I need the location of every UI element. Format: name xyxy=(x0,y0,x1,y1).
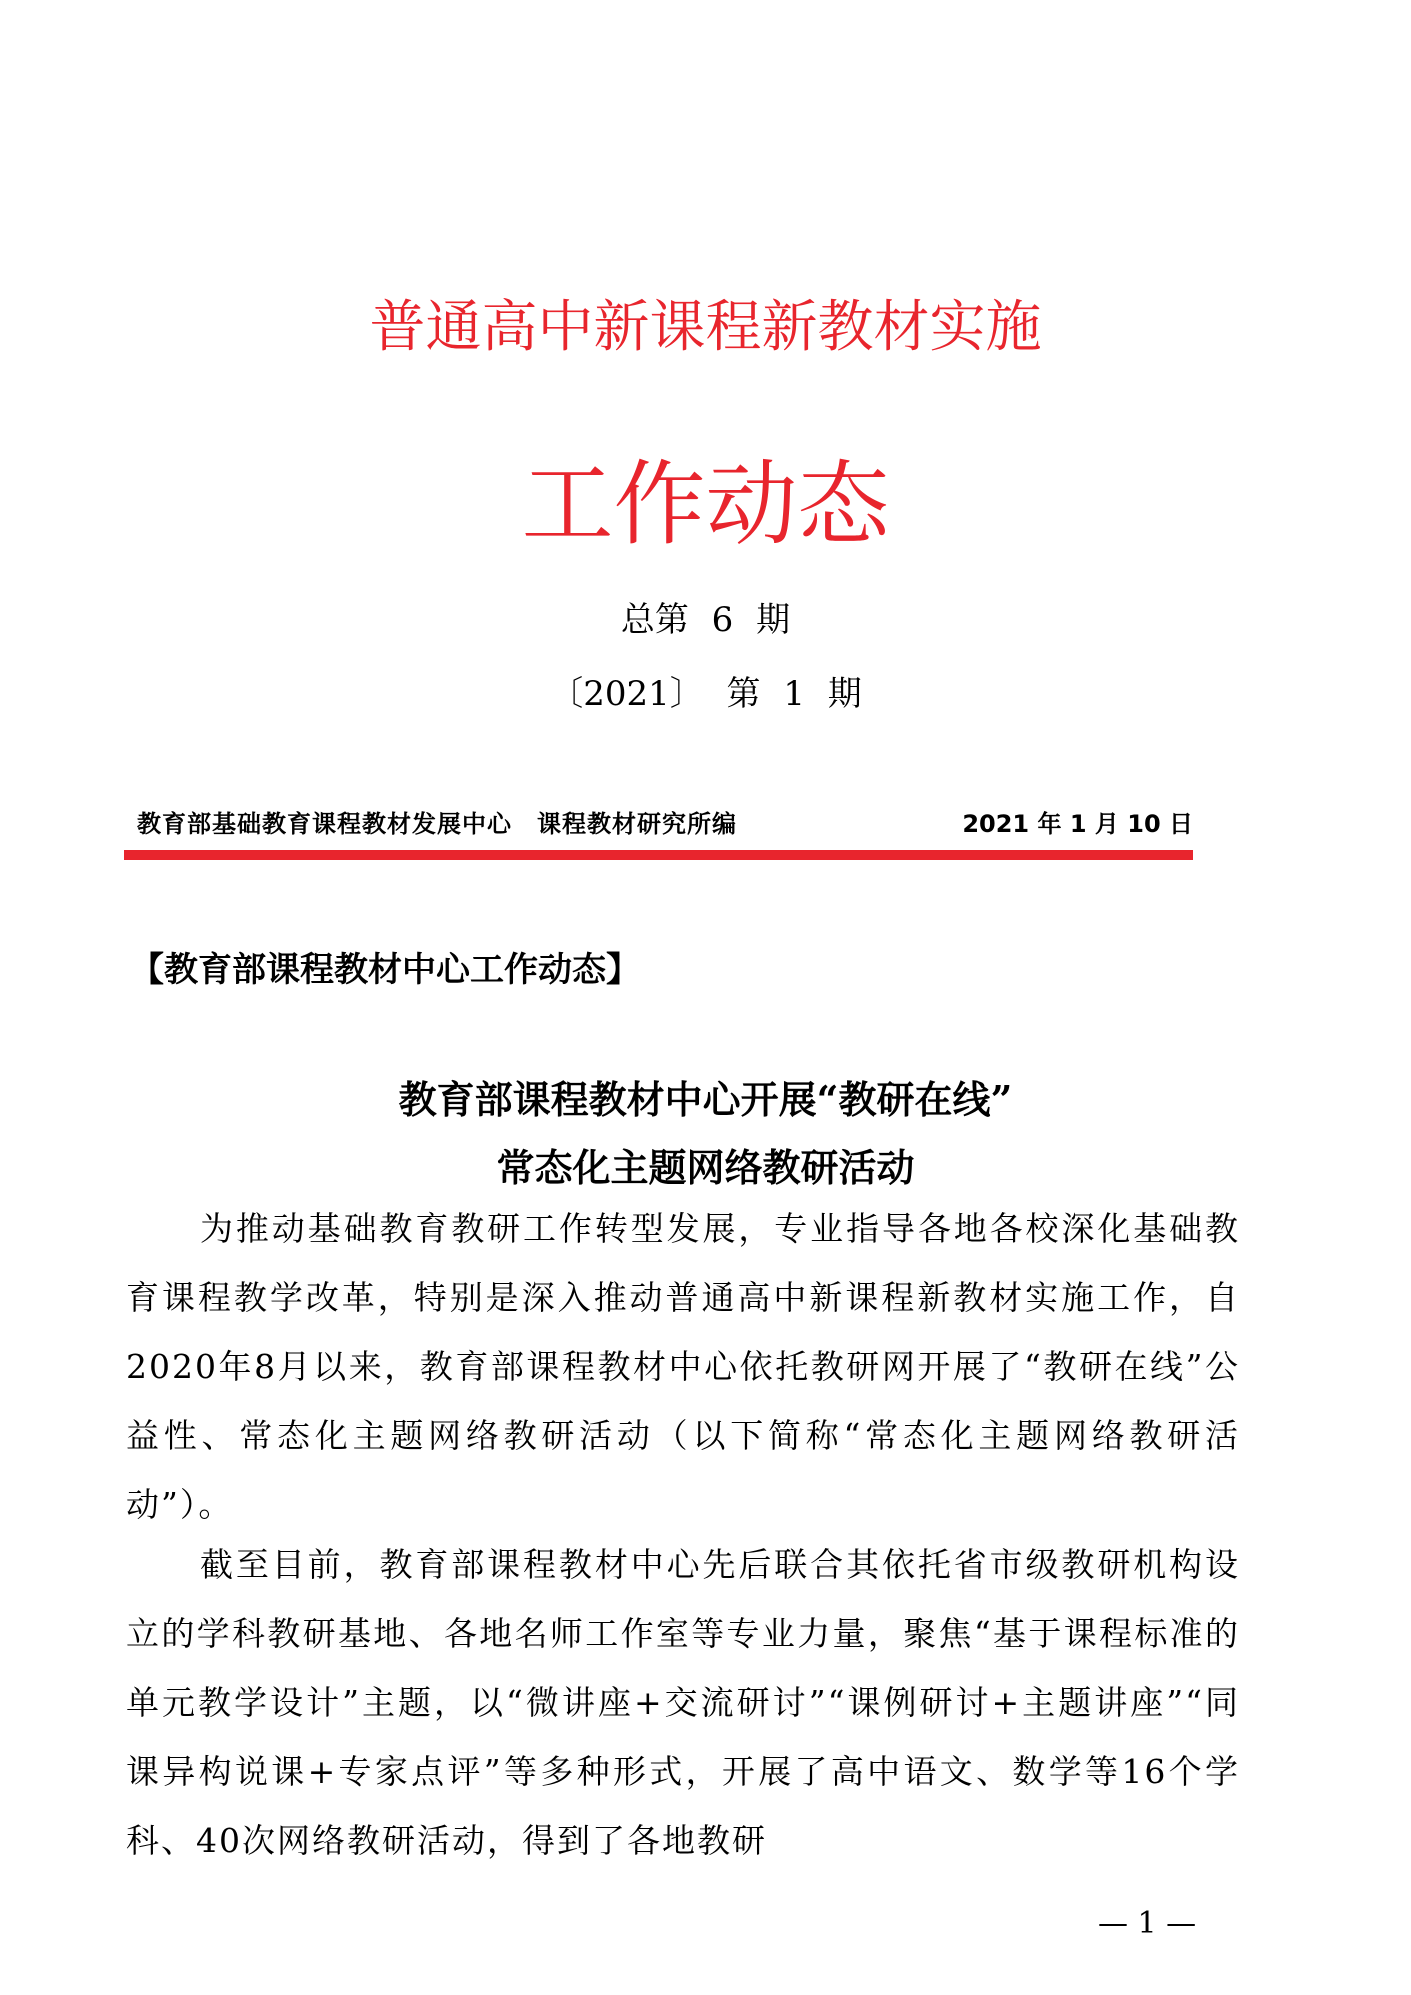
article-title-line2: 常态化主题网络教研活动 xyxy=(496,1145,915,1190)
issue-year-number: 〔2021〕 第 1 期 xyxy=(549,674,862,714)
article-paragraph: 为推动基础教育教研工作转型发展，专业指导各地各校深化基础教育课程教学改革，特别是深入推动普通高中新课程新教材实施工作，自2020年8月以来，教育部课程教材中心依托教研网开展了“教研在线”公益性、常态化主题网络教研活动（以下简称“常态化主题网络教研活动”）。 xyxy=(126,1209,1240,1524)
article-title-line1: 教育部课程教材中心开展“教研在线” xyxy=(398,1077,1013,1122)
masthead-title-line1: 普通高中新课程新教材实施 xyxy=(369,295,1042,360)
page-number: — 1 — xyxy=(1098,1906,1197,1941)
section-label: 【教育部课程教材中心工作动态】 xyxy=(130,950,640,990)
article-paragraph: 截至目前，教育部课程教材中心先后联合其依托省市级教研机构设立的学科教研基地、各地名师工作室等专业力量，聚焦“基于课程标准的单元教学设计”主题，以“微讲座+交流研讨”“课例研讨+主题讲座”“同课异构说课+专家点评”等多种形式，开展了高中语文、数学等16个学科、40次网络教研活动，得到了各地教研 xyxy=(126,1545,1240,1860)
issue-total-number: 总第 6 期 xyxy=(620,600,791,640)
publisher-org: 教育部基础教育课程教材发展中心 课程教材研究所编 xyxy=(137,810,737,838)
red-divider-rule xyxy=(124,850,1193,860)
masthead-title-line2: 工作动态 xyxy=(521,451,890,558)
publish-date: 2021 年 1 月 10 日 xyxy=(962,810,1193,838)
